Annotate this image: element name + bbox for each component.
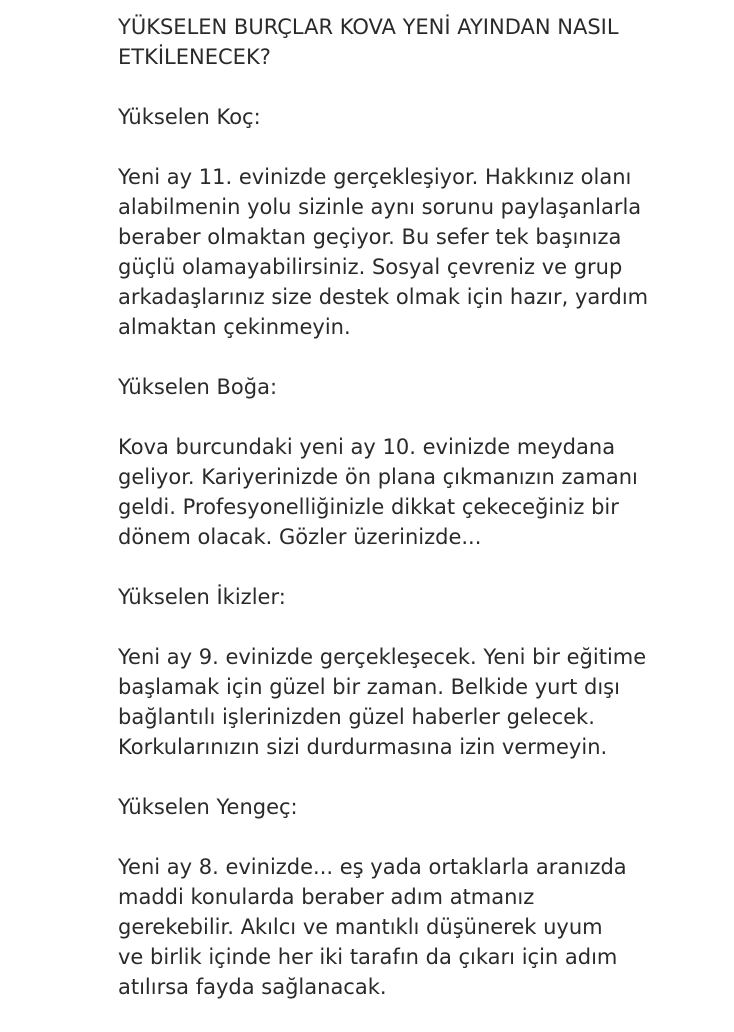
paragraph-line: maddi konularda beraber adım atmanız	[118, 885, 535, 909]
title-line: YÜKSELEN BURÇLAR KOVA YENİ AYINDAN NASIL	[118, 15, 619, 39]
paragraph-line: dönem olacak. Gözler üzerinizde...	[118, 525, 482, 549]
section-paragraph-yengec	[118, 852, 708, 1002]
section-heading-koc: Yükselen Koç:	[118, 105, 261, 129]
title-line: ETKİLENECEK?	[118, 45, 271, 69]
paragraph-line: bağlantılı işlerinizden güzel haberler gelecek.	[118, 705, 595, 729]
document	[118, 12, 708, 1032]
paragraph-line: arkadaşlarınız size destek olmak için hazır, yardım	[118, 285, 649, 309]
paragraph-line: atılırsa fayda sağlanacak.	[118, 975, 387, 999]
page-title	[118, 12, 708, 72]
paragraph-line: ve birlik içinde her iki tarafın da çıkarı için adım	[118, 945, 618, 969]
paragraph-line: Kova burcundaki yeni ay 10. evinizde meydana	[118, 435, 616, 459]
paragraph-line: beraber olmaktan geçiyor. Bu sefer tek başınıza	[118, 225, 622, 249]
paragraph-line: alabilmenin yolu sizinle aynı sorunu paylaşanlarla	[118, 195, 642, 219]
section-heading-yengec: Yükselen Yengeç:	[118, 795, 298, 819]
section-heading-ikizler: Yükselen İkizler:	[118, 585, 286, 609]
section-heading-boga: Yükselen Boğa:	[118, 375, 278, 399]
section-paragraph-boga	[118, 432, 708, 552]
paragraph-line: güçlü olamayabilirsiniz. Sosyal çevreniz ve grup	[118, 255, 623, 279]
paragraph-line: geldi. Profesyonelliğinizle dikkat çekeceğiniz bir	[118, 495, 619, 519]
paragraph-line: Yeni ay 11. evinizde gerçekleşiyor. Hakkınız olanı	[118, 165, 632, 189]
paragraph-line: geliyor. Kariyerinizde ön plana çıkmanızın zamanı	[118, 465, 638, 489]
paragraph-line: Korkularınızın sizi durdurmasına izin vermeyin.	[118, 735, 608, 759]
paragraph-line: almaktan çekinmeyin.	[118, 315, 351, 339]
paragraph-line: başlamak için güzel bir zaman. Belkide yurt dışı	[118, 675, 620, 699]
paragraph-line: gerekebilir. Akılcı ve mantıklı düşünerek uyum	[118, 915, 603, 939]
paragraph-line: Yeni ay 9. evinizde gerçekleşecek. Yeni bir eğitime	[118, 645, 647, 669]
paragraph-line: Yeni ay 8. evinizde... eş yada ortaklarla aranızda	[118, 855, 627, 879]
section-paragraph-ikizler	[118, 642, 708, 762]
section-paragraph-koc	[118, 162, 708, 342]
